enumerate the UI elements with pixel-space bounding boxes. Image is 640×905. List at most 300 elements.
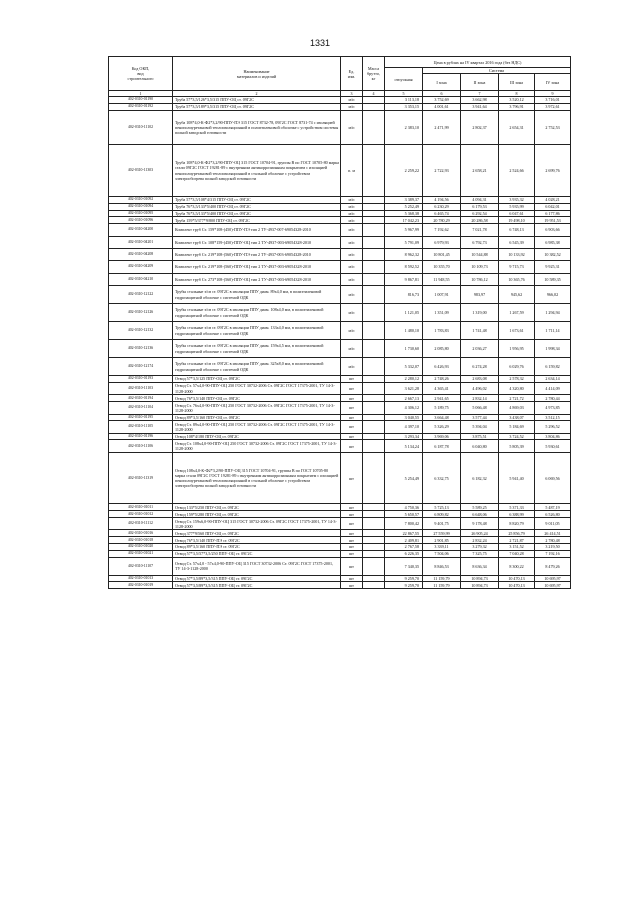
item-code: 402-0310-12122: [109, 286, 173, 304]
item-unit: шт: [341, 414, 363, 421]
price-zone-3: 3 520,12: [499, 97, 535, 104]
item-unit: м/п: [341, 248, 363, 260]
price-zone-3: 9 715,73: [499, 261, 535, 273]
price-total: 4 306,12: [385, 402, 423, 414]
item-unit: м/п: [341, 110, 363, 145]
table-header: [109, 57, 571, 97]
item-unit: шт: [341, 582, 363, 589]
price-total: 3 040,55: [385, 414, 423, 421]
column-number: 8: [499, 91, 535, 97]
price-zone-2: 2 683,08: [461, 376, 499, 383]
item-name: Труба 76*3,5/133*5/400 ППУ-ОЦ ст. 09Г2С: [173, 203, 341, 210]
zone-3-header: III зона: [499, 74, 535, 91]
item-mass: [363, 248, 385, 260]
price-zone-3: 10 133,92: [499, 248, 535, 260]
price-zone-1: 3 339,11: [423, 544, 461, 551]
price-total: 6 226,35: [385, 550, 423, 557]
table-row: [109, 452, 571, 504]
price-zone-4: 2 780,44: [535, 395, 571, 402]
item-name: Труба 108*4,0-К-Ф2*3,2/90-ППУ-ПЭ 315 ГОСТ 8732-78, 09Г2С ГОСТ 8731-74 с изоляцией пенополиуретановой теплоизоляционной в полиэтиленовой оболочке с устройством системы полной заводской готовности: [173, 110, 341, 145]
price-zone-1: 3 752,69: [423, 97, 461, 104]
price-zone-4: 1 711,14: [535, 322, 571, 340]
price-zone-2: 7 325,75: [461, 550, 499, 557]
price-zone-4: 3 716,01: [535, 97, 571, 104]
price-zone-2: 6 274,28: [461, 358, 499, 376]
price-zone-1: 27 559,99: [423, 530, 461, 537]
item-code: 402-0310-11103: [109, 382, 173, 394]
code-header: Код ОКП, вид строительного: [109, 57, 173, 91]
table-row: [109, 224, 571, 236]
item-mass: [363, 440, 385, 452]
item-code: 402-0310-01013: [109, 575, 173, 582]
price-zone-2: 10 109,73: [461, 261, 499, 273]
item-name: Отвод 76*3,5/140 ППУ-ОЦ ст. 09Г2С: [173, 395, 341, 402]
table-row: [109, 550, 571, 557]
item-code: 402-0310-01019: [109, 582, 173, 589]
price-zone-4: 6 985,38: [535, 236, 571, 248]
item-name: Трубы стальные э/св ст. 09Г2С в изоляции ППУ диам. 325х8,0 мм, в полиэтиленовой гидрозащитной оболочке с системой ОДК: [173, 358, 341, 376]
price-zone-1: 6 230,29: [423, 203, 461, 210]
price-zone-3: 5 184,69: [499, 421, 535, 433]
table-row: [109, 504, 571, 511]
price-zone-1: 4 001,61: [423, 103, 461, 110]
item-code: 402-0310-11104: [109, 402, 173, 414]
item-unit: м/п: [341, 103, 363, 110]
price-total: 5 368,38: [385, 210, 423, 217]
price-total: 17 042,23: [385, 217, 423, 224]
column-number: 1: [109, 91, 173, 97]
item-unit: м/п: [341, 210, 363, 217]
price-zone-1: 2 471,99: [423, 110, 461, 145]
price-zone-1: 10 355,70: [423, 261, 461, 273]
price-zone-1: 1 351,09: [423, 304, 461, 322]
table-row: [109, 273, 571, 285]
table-row: [109, 110, 571, 145]
item-mass: [363, 210, 385, 217]
unit-header: Ед. изм.: [341, 57, 363, 91]
price-zone-2: 2 802,37: [461, 110, 499, 145]
price-zone-4: 26 414,51: [535, 530, 571, 537]
price-zone-2: 5 394,04: [461, 421, 499, 433]
price-zone-4: 6 903,66: [535, 224, 571, 236]
item-name: Отвод 159*5/280 ППУ-ОЦ ст. 09Г2С: [173, 511, 341, 518]
table-row: [109, 511, 571, 518]
price-zone-3: 4 869,03: [499, 402, 535, 414]
item-unit: шт: [341, 421, 363, 433]
item-mass: [363, 203, 385, 210]
price-zone-3: 2 654,31: [499, 110, 535, 145]
table-row: [109, 97, 571, 104]
item-code: 402-0310-01193: [109, 376, 173, 383]
item-mass: [363, 395, 385, 402]
table-row: [109, 340, 571, 358]
item-code: 402-0310-01196: [109, 433, 173, 440]
item-name: Труба 57*3,5/189*3,5/315 ППУ-ОЦ ст. 09Г2С: [173, 103, 341, 110]
item-code: 402-0310-11106: [109, 440, 173, 452]
price-total: 2 383,10: [385, 110, 423, 145]
item-unit: шт: [341, 376, 363, 383]
item-mass: [363, 575, 385, 582]
column-number: 4: [363, 91, 385, 97]
price-total: 2 409,81: [385, 537, 423, 544]
table-row: [109, 544, 571, 551]
price-zone-4: 5 930,61: [535, 440, 571, 452]
item-mass: [363, 402, 385, 414]
price-zone-3: 6 388,99: [499, 511, 535, 518]
price-zone-3: 1 956,95: [499, 340, 535, 358]
item-unit: шт: [341, 440, 363, 452]
table-row: [109, 530, 571, 537]
item-name: Отвод 57*3,5/89*3,5/315 ППУ-ОЦ ст. 09Г2С: [173, 582, 341, 589]
price-zone-2: 6 179,53: [461, 203, 499, 210]
item-name: Отвод Ст. 108х4,0-90-ППУ-ОЦ 250 ГОСТ 30732-2006 Ст. 09Г2С ГОСТ 17375-2001, ТУ 14-3-1128-2000: [173, 440, 341, 452]
mass-header: Масса брутто, кг: [363, 57, 385, 91]
price-total: 5 254,49: [385, 452, 423, 504]
price-zone-3: 3 724,52: [499, 433, 535, 440]
price-total: 5 252,49: [385, 203, 423, 210]
price-zone-1: 6 465,74: [423, 210, 461, 217]
price-zone-3: 6 545,39: [499, 236, 535, 248]
price-zone-2: 2 832,24: [461, 537, 499, 544]
item-unit: м/п: [341, 217, 363, 224]
table-row: [109, 358, 571, 376]
item-code: 402-0310-01096: [109, 217, 173, 224]
price-zone-4: 2 752,53: [535, 110, 571, 145]
price-zone-4: 6 159,82: [535, 358, 571, 376]
item-unit: м/п: [341, 358, 363, 376]
price-total: 7 800,42: [385, 518, 423, 530]
price-zone-4: 8 479,26: [535, 557, 571, 575]
item-unit: м/п: [341, 97, 363, 104]
table-row: [109, 145, 571, 197]
price-zone-1: 9 401,75: [423, 518, 461, 530]
item-code: 402-0310-12174: [109, 358, 173, 376]
price-zone-4: 2 699,76: [535, 145, 571, 197]
item-name: Отвод 57*3,5/125 ППУ-ОЦ ст. 09Г2С: [173, 376, 341, 383]
item-unit: м/п: [341, 273, 363, 285]
item-mass: [363, 414, 385, 421]
price-zone-3: 10 470,13: [499, 575, 535, 582]
item-code: 402-0310-04201: [109, 236, 173, 248]
item-mass: [363, 421, 385, 433]
price-zone-1: 2 085,80: [423, 340, 461, 358]
item-name: Труба 108*4,0-К-Ф2*3,2/90-ППУ-ОЦ 315 ГОСТ 10704-91, группы В по ГОСТ 10705-80 марка стали 09Г2С ГОСТ 19281-89 с внутренним антикоррозионным покрытием с изоляцией пенополиуретановой теплоизоляционной в стальной оболочке с устройством электрообогрева полной заводской готовности: [173, 145, 341, 197]
price-zone-1: 1 783,83: [423, 322, 461, 340]
item-unit: м/п: [341, 224, 363, 236]
price-total: 816,73: [385, 286, 423, 304]
table-row: [109, 433, 571, 440]
price-total: 1 480,10: [385, 322, 423, 340]
price-zone-1: 4 194,56: [423, 196, 461, 203]
price-zone-2: 3 577,44: [461, 414, 499, 421]
table-row: [109, 261, 571, 273]
table-row: [109, 322, 571, 340]
price-zone-3: 8 300,22: [499, 557, 535, 575]
item-unit: м/п: [341, 236, 363, 248]
price-zone-2: 4 496,02: [461, 382, 499, 394]
price-zone-1: 5 326,29: [423, 421, 461, 433]
item-unit: м/п: [341, 261, 363, 273]
item-name: Отвод Ст. 89х4,0-90-ППУ-ОЦ 250 ГОСТ 30732-2006 Ст. 09Г2С ГОСТ 17375-2001, ТУ 14-3-1128-2000: [173, 421, 341, 433]
price-zone-1: 6 809,82: [423, 511, 461, 518]
item-code: 402-0310-04200: [109, 224, 173, 236]
price-total: 8 592,52: [385, 261, 423, 273]
zone-2-header: II зона: [461, 74, 499, 91]
item-name: Трубы стальные э/св ст. 09Г2С в изоляции ППУ диам. 133х4,0 мм, в полиэтиленовой гидрозащитной оболочке с системой ОДК: [173, 322, 341, 340]
price-total: 5 791,09: [385, 236, 423, 248]
item-code: 402-0310-11319: [109, 452, 173, 504]
item-name: Труба 57*3,5/126*3,5/315 ППУ-ОЦ ст. 09Г2С: [173, 97, 341, 104]
item-code: 402-0310-11112: [109, 518, 173, 530]
price-zone-3: 10 365,76: [499, 273, 535, 285]
total-price-header: отпускная: [385, 68, 423, 91]
item-mass: [363, 550, 385, 557]
price-zone-3: 945,62: [499, 286, 535, 304]
price-zone-2: 9 178,48: [461, 518, 499, 530]
price-zone-4: 1 998,34: [535, 340, 571, 358]
item-mass: [363, 537, 385, 544]
table-row: [109, 537, 571, 544]
item-unit: шт: [341, 382, 363, 394]
table-body: [109, 97, 571, 589]
item-name: Трубы стальные э/св ст. 09Г2С в изоляции ППУ диам. 89х4,0 мм, в полиэтиленовой гидрозащитной оболочке с системой ОДК: [173, 286, 341, 304]
price-total: 3 113,18: [385, 97, 423, 104]
item-code: 402-0310-01021: [109, 550, 173, 557]
table-row: [109, 248, 571, 260]
name-header: Наименование материалов и изделий: [173, 57, 341, 91]
item-mass: [363, 582, 385, 589]
price-zone-1: 11 159,79: [423, 582, 461, 589]
price-zone-4: 19 951,53: [535, 217, 571, 224]
item-unit: м/п: [341, 304, 363, 322]
price-zone-3: 2 524,66: [499, 145, 535, 197]
price-zone-3: 5 805,39: [499, 440, 535, 452]
column-number: 7: [461, 91, 499, 97]
table-row: [109, 203, 571, 210]
price-zone-3: 3 935,32: [499, 196, 535, 203]
price-total: 1 730,60: [385, 340, 423, 358]
table-row: [109, 582, 571, 589]
item-unit: шт: [341, 557, 363, 575]
item-mass: [363, 145, 385, 197]
item-unit: шт: [341, 537, 363, 544]
price-zone-2: 10 894,73: [461, 575, 499, 582]
item-code: 402-0310-04209: [109, 261, 173, 273]
price-total: 9 259,70: [385, 582, 423, 589]
price-table: [108, 56, 571, 589]
item-mass: [363, 103, 385, 110]
item-mass: [363, 382, 385, 394]
item-name: Отвод 108х4,0-К-Ф2*3,2/90-ППУ-ОЦ 315 ГОСТ 10704-91, группы В по ГОСТ 10705-80 марка стали 09Г2С ГОСТ 19281-89 с внутренним антикоррозионным покрытием с изоляцией пенополиуретановой теплоизоляционной в стальной оболочке с устройством электрообогрева полной заводской готовности: [173, 452, 341, 504]
price-zone-3: 2 721,87: [499, 537, 535, 544]
price-zone-1: 7 504,06: [423, 550, 461, 557]
price-total: 22 867,55: [385, 530, 423, 537]
item-name: Отвод 133*5/250 ППУ-ОЦ ст. 09Г2С: [173, 504, 341, 511]
price-zone-2: 6 182,32: [461, 452, 499, 504]
price-zone-4: 10 589,35: [535, 273, 571, 285]
price-zone-1: 6 426,93: [423, 358, 461, 376]
item-code: 402-0310-01011: [109, 504, 173, 511]
price-zone-4: 6 177,86: [535, 210, 571, 217]
item-name: Трубы стальные э/св ст. 09Г2С в изоляции ППУ диам. 159х4,5 мм, в полиэтиленовой гидрозащитной оболочке с системой ОДК: [173, 340, 341, 358]
item-mass: [363, 196, 385, 203]
item-name: Отвод 57*3,5/57*3,5/250 ППУ-ОЦ ст. 09Г2С: [173, 550, 341, 557]
price-zone-1: 5 189,75: [423, 402, 461, 414]
item-mass: [363, 261, 385, 273]
price-zone-1: 6 187,78: [423, 440, 461, 452]
item-mass: [363, 433, 385, 440]
item-mass: [363, 224, 385, 236]
item-name: Труба 57*3,5/108*4/315 ППУ-ОЦ ст. 09Г2С: [173, 196, 341, 203]
table-row: [109, 402, 571, 414]
zone-1-header: I зона: [423, 74, 461, 91]
price-zone-3: 3 151,52: [499, 544, 535, 551]
price-zone-2: 26 905,24: [461, 530, 499, 537]
price-zone-4: 3 512,15: [535, 414, 571, 421]
price-zone-1: 2 722,93: [423, 145, 461, 197]
price-total: 1 121,05: [385, 304, 423, 322]
item-code: 402-0310-01018: [109, 537, 173, 544]
item-mass: [363, 322, 385, 340]
item-mass: [363, 504, 385, 511]
column-number: 6: [423, 91, 461, 97]
table-row: [109, 103, 571, 110]
item-unit: м/п: [341, 286, 363, 304]
item-unit: м/п: [341, 322, 363, 340]
structure-header: Система: [423, 68, 571, 74]
price-zone-4: 6 042,01: [535, 203, 571, 210]
item-mass: [363, 217, 385, 224]
table-row: [109, 210, 571, 217]
price-zone-2: 4 094,31: [461, 196, 499, 203]
item-mass: [363, 304, 385, 322]
price-zone-4: 9 925,31: [535, 261, 571, 273]
price-total: 5 967,99: [385, 224, 423, 236]
item-code: 402-0310-01095: [109, 210, 173, 217]
item-code: 402-0310-01190: [109, 97, 173, 104]
price-zone-4: 6 069,56: [535, 452, 571, 504]
price-zone-2: 3 662,98: [461, 97, 499, 104]
item-unit: шт: [341, 402, 363, 414]
price-total: 2 767,58: [385, 544, 423, 551]
item-mass: [363, 273, 385, 285]
price-zone-2: 2 658,21: [461, 145, 499, 197]
item-unit: шт: [341, 544, 363, 551]
table-row: [109, 421, 571, 433]
price-zone-3: 6 748,13: [499, 224, 535, 236]
item-code: 402-0310-11102: [109, 110, 173, 145]
table-row: [109, 575, 571, 582]
item-name: Комплект труб Ст. 273*108-(560)-ППУ-ОЦ тип 2 ТУ-4937-003-69054328-2010: [173, 273, 341, 285]
price-total: 2 259,22: [385, 145, 423, 197]
price-zone-4: 10 695,97: [535, 575, 571, 582]
price-total: 4 750,36: [385, 504, 423, 511]
price-zone-4: 2 634,14: [535, 376, 571, 383]
item-code: 402-0310-12126: [109, 304, 173, 322]
item-name: Отвод Ст. 57х4,0-90-ППУ-ОЦ 250 ГОСТ 30732-2006 Ст. 09Г2С ГОСТ 17375-2001, ТУ 14-3-1128-2000: [173, 382, 341, 394]
item-unit: шт: [341, 433, 363, 440]
price-zone-4: 6 526,80: [535, 511, 571, 518]
item-mass: [363, 358, 385, 376]
item-code: 402-0310-04208: [109, 248, 173, 260]
price-zone-2: 6 792,73: [461, 236, 499, 248]
item-mass: [363, 97, 385, 104]
price-total: 9 259,70: [385, 575, 423, 582]
item-mass: [363, 376, 385, 383]
item-unit: шт: [341, 511, 363, 518]
price-zone-2: 20 286,58: [461, 217, 499, 224]
item-mass: [363, 511, 385, 518]
price-zone-2: 2 832,14: [461, 395, 499, 402]
item-code: 402-0310-12132: [109, 322, 173, 340]
item-unit: шт: [341, 530, 363, 537]
price-zone-3: 6 047,61: [499, 210, 535, 217]
item-mass: [363, 286, 385, 304]
item-unit: шт: [341, 518, 363, 530]
item-mass: [363, 518, 385, 530]
item-code: 402-0310-04210: [109, 273, 173, 285]
price-zone-1: 2 941,65: [423, 395, 461, 402]
item-mass: [363, 110, 385, 145]
price-zone-1: 10 801,45: [423, 248, 461, 260]
item-name: Трубы стальные э/св ст. 09Г2С в изоляции ППУ диам. 108х4,0 мм, в полиэтиленовой гидрозащитной оболочке с системой ОДК: [173, 304, 341, 322]
item-code: 402-0310-11303: [109, 145, 173, 197]
price-zone-3: 8 820,79: [499, 518, 535, 530]
item-code: 402-0310-11105: [109, 421, 173, 433]
table-row: [109, 196, 571, 203]
price-zone-4: 1 294,94: [535, 304, 571, 322]
price-zone-1: 6 979,93: [423, 236, 461, 248]
price-zone-4: 4 414,09: [535, 382, 571, 394]
price-zone-4: 5 296,52: [535, 421, 571, 433]
price-zone-1: 2 901,85: [423, 537, 461, 544]
price-zone-2: 10 894,73: [461, 582, 499, 589]
item-code: 402-0310-01194: [109, 395, 173, 402]
price-zone-3: 4 320,80: [499, 382, 535, 394]
item-mass: [363, 530, 385, 537]
column-number: 9: [535, 91, 571, 97]
item-unit: шт: [341, 452, 363, 504]
item-mass: [363, 452, 385, 504]
table-row: [109, 286, 571, 304]
price-zone-2: 1 319,00: [461, 304, 499, 322]
item-unit: шт: [341, 395, 363, 402]
item-code: 402-0310-01094: [109, 203, 173, 210]
item-name: Труба 159*5/377*9/800 ППУ-ОЦ ст. 09Г2С: [173, 217, 341, 224]
item-unit: м/п: [341, 203, 363, 210]
price-zone-2: 6 292,54: [461, 210, 499, 217]
price-zone-2: 983,97: [461, 286, 499, 304]
price-zone-2: 10 544,88: [461, 248, 499, 260]
price-zone-2: 1 741,48: [461, 322, 499, 340]
price-zone-4: 966,02: [535, 286, 571, 304]
price-zone-3: 1 267,59: [499, 304, 535, 322]
table-row: [109, 440, 571, 452]
item-code: 402-0310-01016: [109, 530, 173, 537]
item-name: Комплект труб Ст. 219*108-(560)-ППУ-ОЦ тип 2 ТУ-4937-003-69054328-2010: [173, 261, 341, 273]
price-zone-3: 6 029,76: [499, 358, 535, 376]
price-zone-3: 5 941,40: [499, 452, 535, 504]
price-zone-2: 10 786,12: [461, 273, 499, 285]
table-row: [109, 304, 571, 322]
item-name: Отвод 377*9/560 ППУ-ОЦ ст. 09Г2С: [173, 530, 341, 537]
item-name: Отвод 76*3,5/140 ППУ-ПЭ ст. 09Г2С: [173, 537, 341, 544]
item-name: Труба 76*3,5/133*5/400 ППУ-ОЦ ст. 09Г2С: [173, 210, 341, 217]
item-code: 402-0310-01012: [109, 511, 173, 518]
item-name: Комплект труб Ст. 108*159-(450)-ППУ-ОЦ тип 2 ТУ-4937-003-69054328-2010: [173, 236, 341, 248]
price-total: 3 293,34: [385, 433, 423, 440]
zone-4-header: IV зона: [535, 74, 571, 91]
